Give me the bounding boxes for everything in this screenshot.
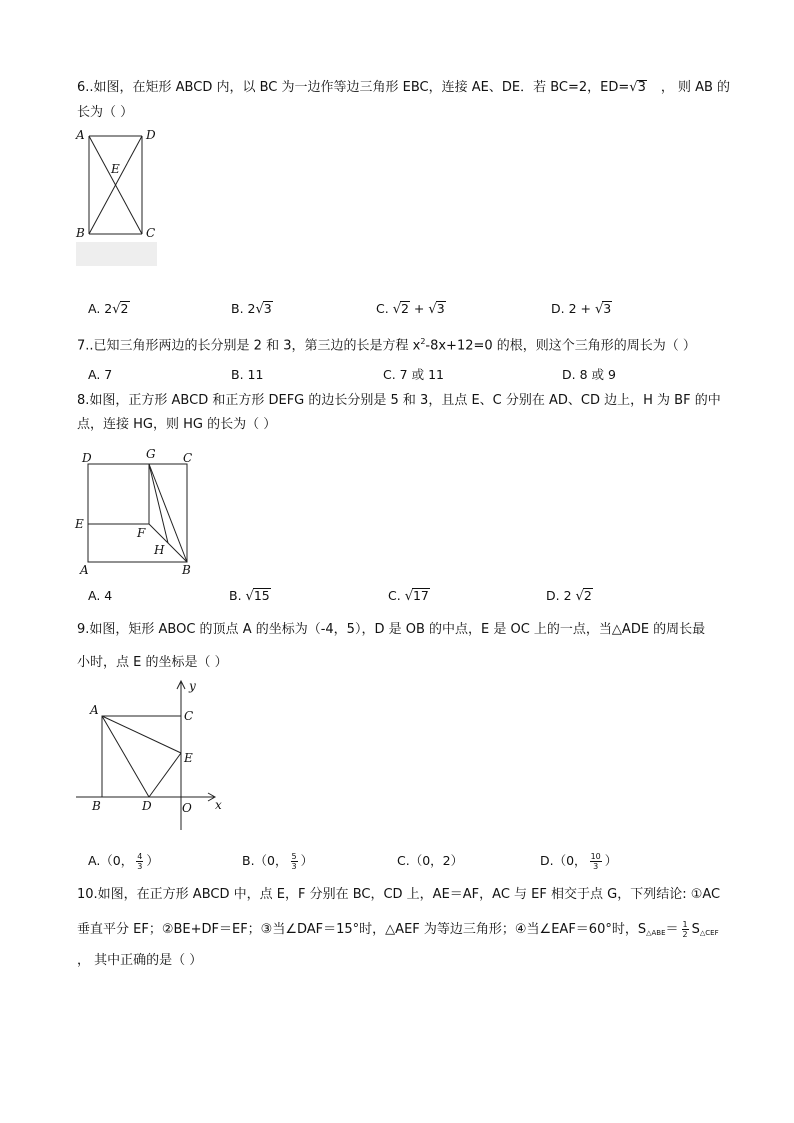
- q8-figure: [74, 444, 204, 580]
- q7-option-a[interactable]: A. 7: [88, 367, 113, 382]
- q9-figure: [74, 678, 234, 838]
- q9-label-B: B: [92, 799, 101, 813]
- q6-stem-line1: 6..如图，在矩形 ABCD 内，以 BC 为一边作等边三角形 EBC，连接 AE、DE．若 BC=2，ED=√3 ， 则 AB 的: [77, 80, 731, 95]
- q8-label-D: D: [82, 451, 92, 465]
- q7-stem: 7..已知三角形两边的长分别是 2 和 3，第三边的长是方程 $x^2-8x+12=0$ 的根，则这个三角形的周长为（ ）: [77, 337, 696, 354]
- q8-label-B: B: [182, 563, 191, 577]
- q6-option-b[interactable]: B. 2√3: [231, 301, 272, 317]
- q9-stem-line2: 小时，点 E 的坐标是（ ）: [77, 655, 228, 670]
- q9-label-E: E: [184, 751, 193, 765]
- q6-label-C: C: [146, 226, 156, 240]
- q9-option-a[interactable]: A.（0， $\frac{4}{3}$ ）: [88, 852, 159, 871]
- q9-label-y: y: [189, 679, 196, 693]
- q8-label-A: A: [80, 563, 89, 577]
- q7-option-d[interactable]: D. 8 或 9: [562, 367, 616, 382]
- q7-option-b[interactable]: B. 11: [231, 367, 264, 382]
- q8-label-E: E: [75, 517, 84, 531]
- q9-label-D: D: [142, 799, 152, 813]
- q8-option-a[interactable]: A. 4: [88, 588, 113, 603]
- q8-label-H: H: [154, 543, 165, 557]
- q10-stem-line2: 垂直平分 EF；②BE+DF＝EF；③当∠DAF＝15°时，△AEF 为等边三角形；④当∠EAF＝60°时，$S_{\triangle ABE}=$ $\frac{1}{2}$ $S_{\triangle CEF}$: [77, 920, 719, 939]
- q9-label-A: A: [90, 703, 99, 717]
- q6-label-B: B: [76, 226, 85, 240]
- q8-label-G: G: [146, 447, 156, 461]
- q8-option-c[interactable]: C. √17: [388, 588, 429, 604]
- q8-stem-line2: 点，连接 HG，则 HG 的长为（ ）: [77, 417, 277, 432]
- q6-label-A: A: [76, 128, 85, 142]
- q6-sqrt3: 3: [637, 80, 646, 95]
- q8-option-b[interactable]: B. √15: [229, 588, 270, 604]
- q8-label-C: C: [183, 451, 193, 465]
- q6-option-d[interactable]: D. 2 + √3: [551, 301, 612, 317]
- q6-label-E: E: [111, 162, 120, 176]
- q10-stem-line3: ， 其中正确的是（ ）: [77, 953, 203, 968]
- q7-option-c[interactable]: C. 7 或 11: [383, 367, 444, 382]
- q10-stem-line1: 10.如图，在正方形 ABCD 中，点 E，F 分别在 BC，CD 上，AE＝AF，AC 与 EF 相交于点 G，下列结论: ①AC: [77, 887, 721, 902]
- q6-label-D: D: [146, 128, 156, 142]
- q8-option-d[interactable]: D. 2 √2: [546, 588, 592, 604]
- q8-label-F: F: [137, 526, 146, 540]
- q9-label-x: x: [215, 798, 222, 812]
- q9-stem-line1: 9.如图，矩形 ABOC 的顶点 A 的坐标为（-4，5），D 是 OB 的中点，E 是 OC 上的一点，当△ADE 的周长最: [77, 622, 706, 637]
- q8-stem-line1: 8.如图，正方形 ABCD 和正方形 DEFG 的边长分别是 5 和 3，且点 E、C 分别在 AD、CD 边上，H 为 BF 的中: [77, 393, 721, 408]
- q6-option-a[interactable]: A. 2√2: [88, 301, 129, 317]
- q9-label-C: C: [184, 709, 194, 723]
- q9-option-c[interactable]: C.（0，2）: [397, 853, 464, 868]
- q9-option-d[interactable]: D.（0， $\frac{10}{3}$ ）: [540, 852, 618, 871]
- q6-stem-line2: 长为（ ）: [77, 105, 134, 120]
- q9-label-O: O: [182, 801, 192, 815]
- q6-option-c[interactable]: C. √2 + √3: [376, 301, 445, 317]
- q9-option-b[interactable]: B.（0， $\frac{5}{3}$ ）: [242, 852, 314, 871]
- q6-figure: [76, 126, 158, 267]
